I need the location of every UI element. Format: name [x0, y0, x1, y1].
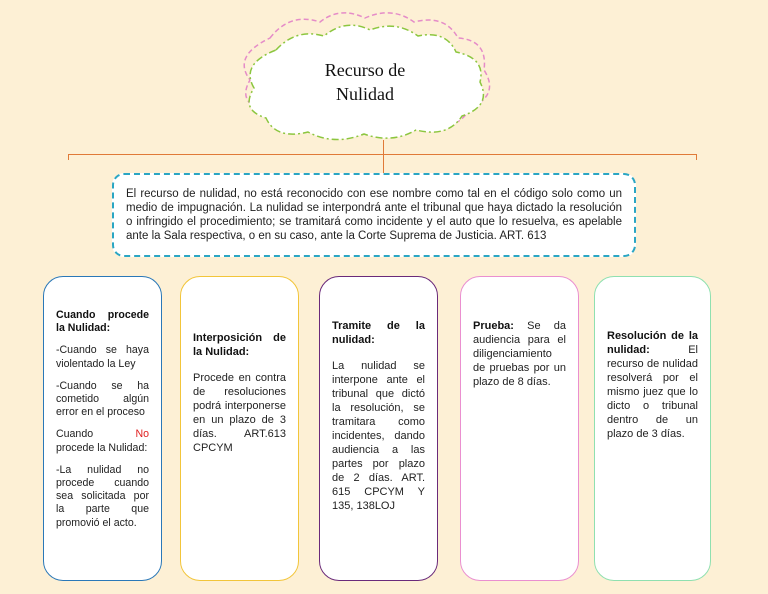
card-paragraph: Cuando No procede la Nulidad: — [56, 428, 149, 454]
card-heading: Tramite de la nulidad: — [332, 320, 425, 346]
connector-horizontal — [68, 154, 696, 155]
connector-right-tick — [696, 154, 697, 160]
card-heading: Prueba: — [473, 320, 514, 332]
connector-left-tick — [68, 154, 69, 160]
card-paragraph: -Cuando se ha cometido algún error en el proceso — [56, 379, 149, 419]
card-tramite — [319, 276, 438, 581]
card-prueba — [460, 276, 579, 581]
card-heading: Cuando procede la Nulidad: — [56, 309, 149, 335]
highlight-no: No — [135, 428, 149, 441]
diagram-title — [290, 58, 440, 106]
card-paragraph: Se da audiencia para el diligenciamiento de pruebas por un plazo de 8 días. — [473, 320, 566, 388]
title-line-1: Recurso de — [324, 60, 406, 80]
definition-box: El recurso de nulidad, no está reconocido con ese nombre como tal en el código solo como un medio de impugnación. La nulidad se interpondrá ante el tribunal que haya dictado la resolución o infringido el procedimiento; se tramitará como incidente y el auto que lo resuelva, es apelable ante la Sala respectiva, o en su caso, ante la Corte Suprema de Justicia. ART. 613 — [112, 173, 636, 257]
title-line-2: Nulidad — [336, 84, 394, 104]
connector-title-stem — [383, 140, 384, 154]
card-paragraph: Procede en contra de resoluciones podrá interponerse en un plazo de 3 días. ART.613 CPCYM — [193, 372, 286, 454]
card-resolucion — [594, 276, 711, 581]
card-paragraph: -La nulidad no procede cuando sea solicitada por la parte que promovió el acto. — [56, 463, 149, 529]
card-paragraph: La nulidad se interpone ante el tribunal que dictó la resolución, se tramitara como incidentes, dando audiencia a las partes por plazo de 2 días. ART. 615 CPCYM Y 135, 138LOJ — [332, 360, 425, 512]
connector-definition — [383, 154, 384, 173]
card-heading: Resolución de la nulidad: — [607, 330, 698, 356]
card-interposicion — [180, 276, 299, 581]
card-heading: Interposición de la Nulidad: — [193, 332, 286, 358]
card-paragraph: El recurso de nulidad resolverá por el mismo juez que lo dicto o tribunal dentro de un plazo de 3 días. — [607, 344, 698, 440]
card-cuando-procede — [43, 276, 162, 581]
card-paragraph: -Cuando se haya violentado la Ley — [56, 344, 149, 370]
